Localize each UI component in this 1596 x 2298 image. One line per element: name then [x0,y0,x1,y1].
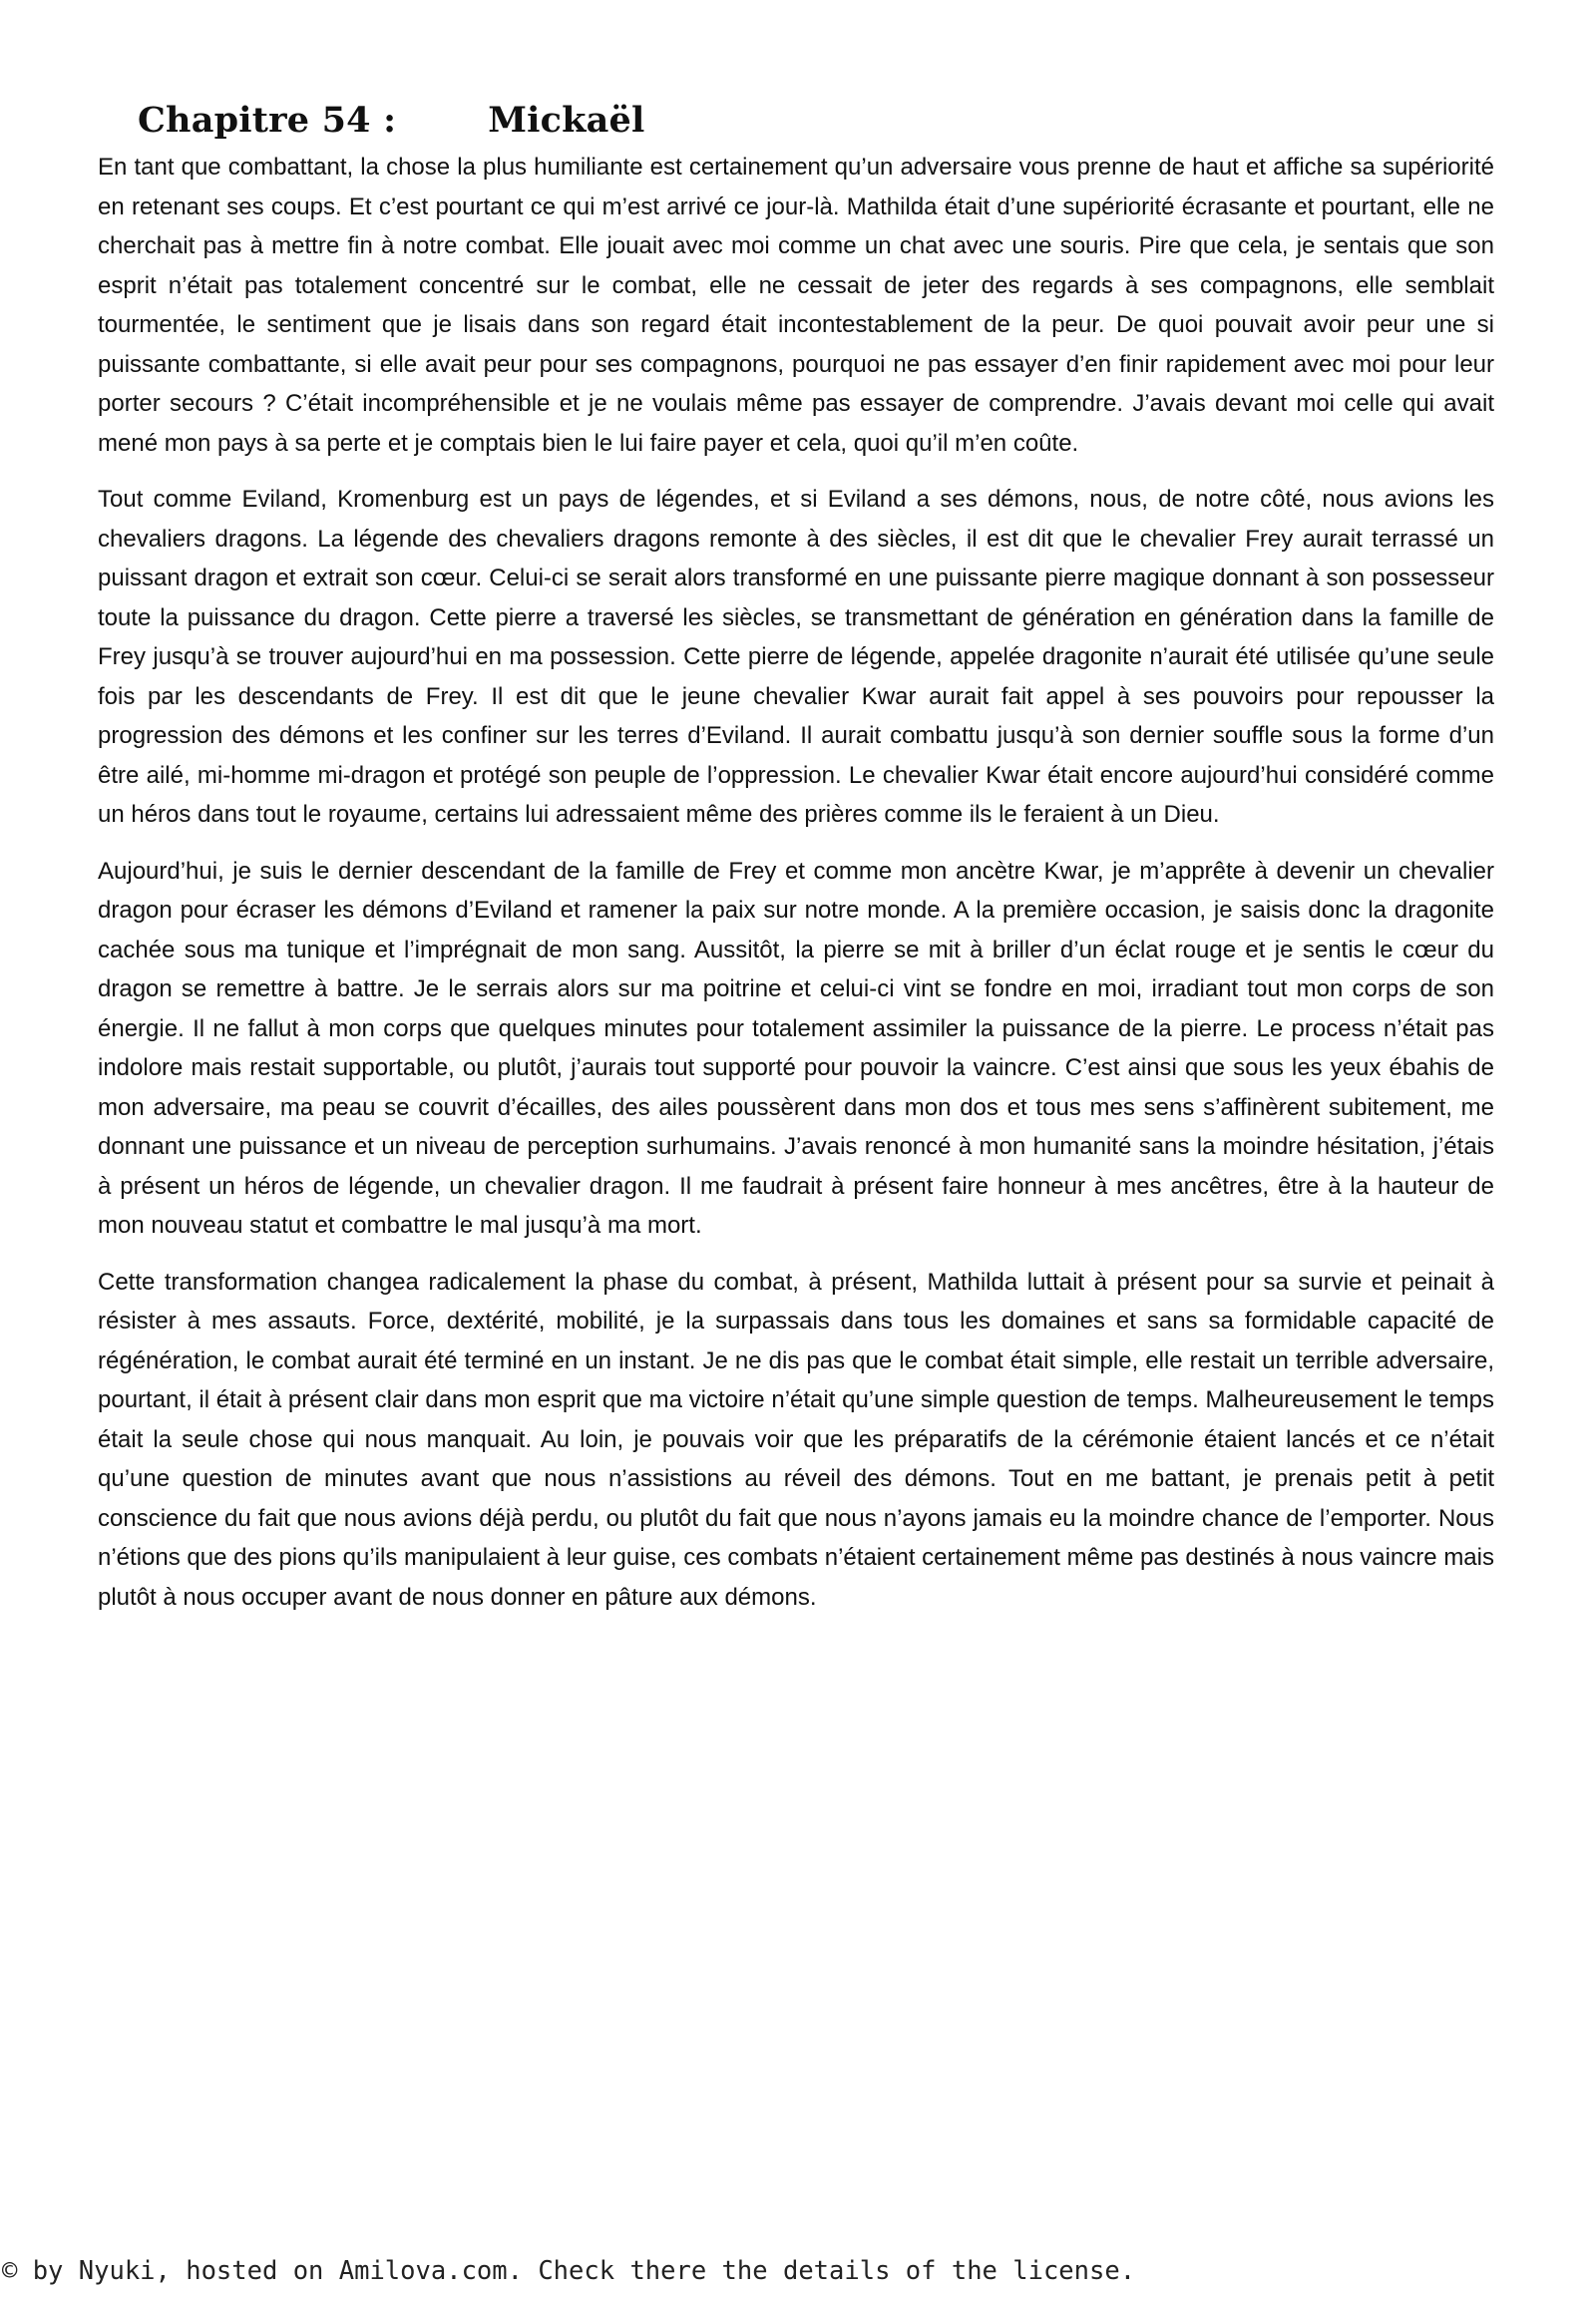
paragraph-2: Tout comme Eviland, Kromenburg est un pays de légendes, et si Eviland a ses démons, nous, de notre côté, nous avions les chevaliers dragons. La légende des chevaliers dragons remonte à des siècles, il est dit que le chevalier Frey aurait terrassé un puissant dragon et extrait son cœur. Celui-ci se serait alors transformé en une puissante pierre magique donnant à son possesseur toute la puissance du dragon. Cette pierre a traversé les siècles, se transmettant de génération en génération dans la famille de Frey jusqu’à se trouver aujourd’hui en ma possession. Cette pierre de légende, appelée dragonite n’aurait été utilisée qu’une seule fois par les descendants de Frey. Il est dit que le jeune chevalier Kwar aurait fait appel à ses pouvoirs pour repousser la progression des démons et les confiner sur les terres d’Eviland. Il aurait combattu jusqu’à son dernier souffle sous la forme d’un être ailé, mi-homme mi-dragon et protégé son peuple de l’oppression. Le chevalier Kwar était encore aujourd’hui considéré comme un héros dans tout le royaume, certains lui adressaient même des prières comme ils le feraient à un Dieu. [98,486,1494,828]
license-footer: © by Nyuki, hosted on Amilova.com. Check there the details of the license. [2,2256,1136,2286]
chapter-label: Chapitre 54 : [138,100,397,141]
paragraph-4: Cette transformation changea radicalement la phase du combat, à présent, Mathilda luttait à présent pour sa survie et peinait à résister à mes assauts. Force, dextérité, mobilité, je la surpassais dans tous les domaines et sans sa formidable capacité de régénération, le combat aurait été terminé en un instant. Je ne dis pas que le combat était simple, elle restait un terrible adversaire, pourtant, il était à présent clair dans mon esprit que ma victoire n’était qu’une simple question de temps. Malheureusement le temps était la seule chose qui nous manquait. Au loin, je pouvais voir que les préparatifs de la cérémonie étaient lancés et ce n’était qu’une question de minutes avant que nous n’assistions au réveil des démons. Tout en me battant, je prenais petit à petit conscience du fait que nous avions déjà perdu, ou plutôt du fait que nous n’ayons jamais eu la moindre chance de l’emporter. Nous n’étions que des pions qu’ils manipulaient à leur guise, ces combats n’étaient certainement même pas destinés à nous vaincre mais plutôt à nous occuper avant de nous donner en pâture aux démons. [98,1268,1494,1611]
chapter-body [98,148,1494,1634]
chapter-title [138,96,644,146]
paragraph-3: Aujourd’hui, je suis le dernier descendant de la famille de Frey et comme mon ancètre Kwar, je m’apprête à devenir un chevalier dragon pour écraser les démons d’Eviland et ramener la paix sur notre monde. A la première occasion, je saisis donc la dragonite cachée sous ma tunique et l’imprégnait de mon sang. Aussitôt, la pierre se mit à briller d’un éclat rouge et je sentis le cœur du dragon se remettre à battre. Je le serrais alors sur ma poitrine et celui-ci vint se fondre en moi, irradiant tout mon corps de son énergie. Il ne fallut à mon corps que quelques minutes pour totalement assimiler la puissance de la pierre. Le process n’était pas indolore mais restait supportable, ou plutôt, j’aurais tout supporté pour pouvoir la vaincre. C’est ainsi que sous les yeux ébahis de mon adversaire, ma peau se couvrit d’écailles, des ailes poussèrent dans mon dos et tous mes sens s’affinèrent subitement, me donnant une puissance et un niveau de perception surhumains. J’avais renoncé à mon humanité sans la moindre hésitation, j’étais à présent un héros de légende, un chevalier dragon. Il me faudrait à présent faire honneur à mes ancêtres, être à la hauteur de mon nouveau statut et combattre le mal jusqu’à ma mort. [98,857,1494,1239]
paragraph-1: En tant que combattant, la chose la plus humiliante est certainement qu’un adversaire vous prenne de haut et affiche sa supériorité en retenant ses coups. Et c’est pourtant ce qui m’est arrivé ce jour-là. Mathilda était d’une supériorité écrasante et pourtant, elle ne cherchait pas à mettre fin à notre combat. Elle jouait avec moi comme un chat avec une souris. Pire que cela, je sentais que son esprit n’était pas totalement concentré sur le combat, elle ne cessait de jeter des regards à ses compagnons, elle semblait tourmentée, le sentiment que je lisais dans son regard était incontestablement de la peur. De quoi pouvait avoir peur une si puissante combattante, si elle avait peur pour ses compagnons, pourquoi ne pas essayer d’en finir rapidement avec moi pour leur porter secours ? C’était incompréhensible et je ne voulais même pas essayer de comprendre. J’avais devant moi celle qui avait mené mon pays à sa perte et je comptais bien le lui faire payer et cela, quoi qu’il m’en coûte. [98,154,1494,457]
chapter-name: Mickaël [488,100,645,141]
